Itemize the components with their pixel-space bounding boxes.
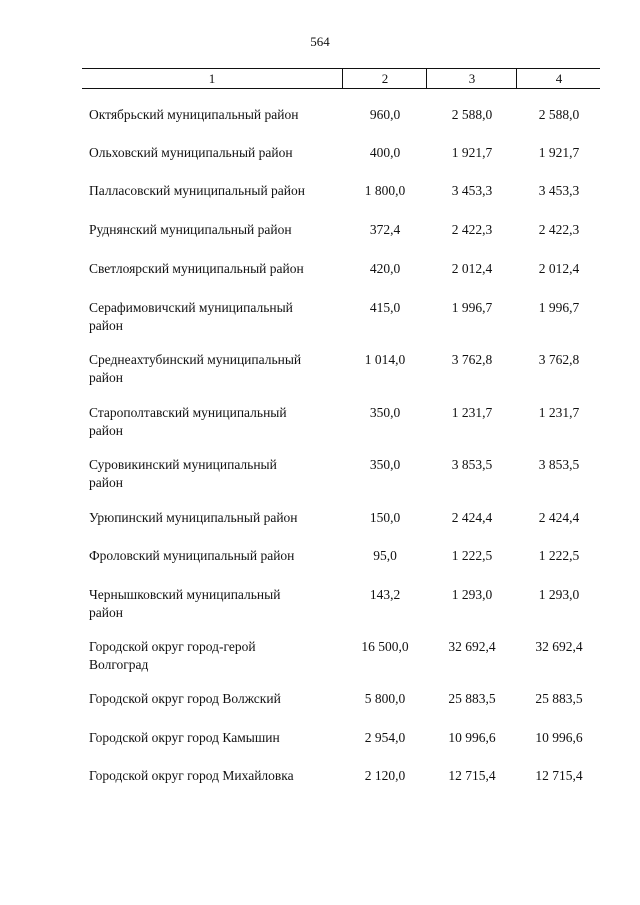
row-value-col4: 3 453,3	[538, 183, 580, 198]
row-value-col4: 1 293,0	[538, 587, 580, 602]
row-value-col3: 3 853,5	[451, 457, 493, 472]
row-name	[89, 106, 339, 124]
row-name-line1: Чернышковский муниципальный	[89, 587, 281, 602]
row-value-col4: 12 715,4	[535, 768, 583, 783]
row-value-col4: 1 222,5	[538, 548, 580, 563]
row-value-col3: 1 231,7	[451, 405, 493, 420]
row-value-col2: 420,0	[369, 261, 401, 276]
row-value-col2: 16 500,0	[361, 639, 409, 654]
row-name-line1: Фроловский муниципальный район	[89, 548, 295, 563]
row-value-col3: 2 422,3	[451, 222, 493, 237]
row-value-col3: 2 424,4	[451, 510, 493, 525]
header-col-3: 3	[426, 69, 517, 88]
row-value-col3: 3 762,8	[451, 352, 493, 367]
row-name-line1: Среднеахтубинский муниципальный	[89, 352, 302, 367]
row-value-col4: 1 921,7	[538, 145, 580, 160]
row-name	[89, 299, 339, 335]
row-name	[89, 221, 339, 239]
row-name-line2: район	[89, 605, 123, 620]
row-name	[89, 456, 339, 492]
row-value-col4: 3 762,8	[538, 352, 580, 367]
row-value-col3: 2 588,0	[451, 107, 493, 122]
row-value-col2: 350,0	[369, 457, 401, 472]
row-name	[89, 729, 339, 747]
row-name-line1: Городской округ город-герой	[89, 639, 256, 654]
row-value-col4: 1 231,7	[538, 405, 580, 420]
row-name-line2: район	[89, 423, 123, 438]
row-name-line2: район	[89, 475, 123, 490]
row-value-col3: 1 921,7	[451, 145, 493, 160]
row-value-col2: 350,0	[369, 405, 401, 420]
row-value-col2: 2 954,0	[364, 730, 406, 745]
row-value-col2: 5 800,0	[364, 691, 406, 706]
header-col-4: 4	[516, 69, 601, 88]
row-name-line2: Волгоград	[89, 657, 149, 672]
row-name-line1: Суровикинский муниципальный	[89, 457, 277, 472]
row-value-col3: 12 715,4	[448, 768, 496, 783]
row-name-line1: Палласовский муниципальный район	[89, 183, 305, 198]
row-value-col4: 3 853,5	[538, 457, 580, 472]
row-value-col3: 25 883,5	[448, 691, 496, 706]
row-name	[89, 260, 339, 278]
row-name	[89, 351, 339, 387]
row-value-col2: 143,2	[369, 587, 401, 602]
header-col-2: 2	[342, 69, 427, 88]
row-name	[89, 404, 339, 440]
header-col-1: 1	[208, 71, 216, 86]
row-value-col4: 2 422,3	[538, 222, 580, 237]
row-value-col3: 32 692,4	[448, 639, 496, 654]
row-name-line1: Старополтавский муниципальный	[89, 405, 287, 420]
row-name	[89, 182, 339, 200]
row-name-line1: Руднянский муниципальный район	[89, 222, 292, 237]
row-value-col2: 95,0	[373, 548, 397, 563]
row-value-col4: 2 588,0	[538, 107, 580, 122]
row-name	[89, 144, 339, 162]
row-value-col2: 960,0	[369, 107, 401, 122]
row-value-col2: 400,0	[369, 145, 401, 160]
row-name-line1: Серафимовичский муниципальный	[89, 300, 293, 315]
row-name-line1: Городской округ город Михайловка	[89, 768, 294, 783]
row-value-col4: 1 996,7	[538, 300, 580, 315]
row-name	[89, 638, 339, 674]
row-name-line1: Урюпинский муниципальный район	[89, 510, 298, 525]
row-name-line1: Октябрьский муниципальный район	[89, 107, 299, 122]
row-value-col3: 1 222,5	[451, 548, 493, 563]
page-number: 564	[310, 34, 330, 49]
row-name-line2: район	[89, 318, 123, 333]
row-value-col3: 3 453,3	[451, 183, 493, 198]
row-value-col2: 415,0	[369, 300, 401, 315]
row-name-line1: Городской округ город Камышин	[89, 730, 280, 745]
row-value-col4: 2 012,4	[538, 261, 580, 276]
row-name	[89, 509, 339, 527]
row-name-line1: Светлоярский муниципальный район	[89, 261, 304, 276]
row-name	[89, 690, 339, 708]
row-name-line1: Городской округ город Волжский	[89, 691, 281, 706]
table-header	[82, 68, 600, 89]
row-value-col2: 1 800,0	[364, 183, 406, 198]
row-value-col4: 25 883,5	[535, 691, 583, 706]
row-value-col3: 10 996,6	[448, 730, 496, 745]
row-value-col4: 10 996,6	[535, 730, 583, 745]
row-name	[89, 767, 339, 785]
row-name	[89, 547, 339, 565]
row-value-col2: 372,4	[369, 222, 401, 237]
row-value-col3: 1 996,7	[451, 300, 493, 315]
row-value-col4: 2 424,4	[538, 510, 580, 525]
row-value-col4: 32 692,4	[535, 639, 583, 654]
row-name-line1: Ольховский муниципальный район	[89, 145, 293, 160]
row-value-col2: 150,0	[369, 510, 401, 525]
row-value-col2: 2 120,0	[364, 768, 406, 783]
row-name-line2: район	[89, 370, 123, 385]
row-value-col2: 1 014,0	[364, 352, 406, 367]
row-name	[89, 586, 339, 622]
row-value-col3: 1 293,0	[451, 587, 493, 602]
row-value-col3: 2 012,4	[451, 261, 493, 276]
